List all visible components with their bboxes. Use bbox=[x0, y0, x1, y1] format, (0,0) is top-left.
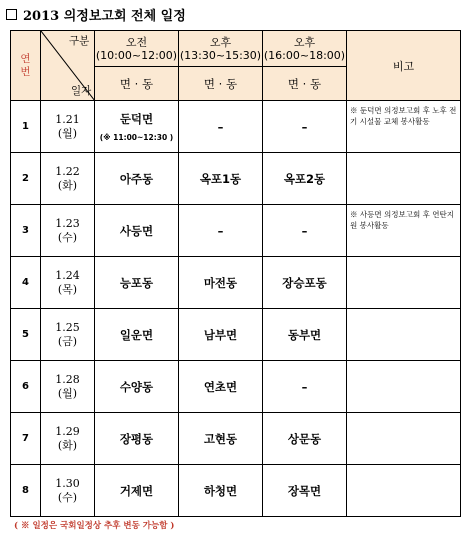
remark bbox=[347, 465, 461, 517]
header-slot-3: 오후 (16:00~18:00) bbox=[263, 31, 347, 67]
header-area-2: 면 · 동 bbox=[179, 67, 263, 101]
table-row: 4 1.24 (목) 능포동 마전동 장승포동 bbox=[11, 257, 461, 309]
table-row: 8 1.30 (수) 거제면 하청면 장목면 bbox=[11, 465, 461, 517]
remark bbox=[347, 257, 461, 309]
header-area-3: 면 · 동 bbox=[263, 67, 347, 101]
place-time-note: (※ 11:00~12:30 ) bbox=[99, 133, 174, 142]
remark bbox=[347, 309, 461, 361]
table-row: 7 1.29 (화) 장평동 고현동 상문동 bbox=[11, 413, 461, 465]
table-row: 6 1.28 (월) 수양동 연초면 – bbox=[11, 361, 461, 413]
page-title bbox=[6, 6, 186, 22]
remark: ※ 사등면 의정보고회 후 연탄지원 봉사활동 bbox=[347, 205, 461, 257]
footnote: ( ※ 일정은 국회일정상 추후 변동 가능함 ) bbox=[14, 521, 175, 531]
header-slot-2: 오후 (13:30~15:30) bbox=[179, 31, 263, 67]
header-slot-1: 오전 (10:00~12:00) bbox=[95, 31, 179, 67]
title-text: 2013 의정보고회 전체 일정 bbox=[23, 8, 186, 24]
header-category-date-cell bbox=[41, 31, 95, 101]
header-area-1: 면 · 동 bbox=[95, 67, 179, 101]
remark bbox=[347, 153, 461, 205]
header-remarks: 비고 bbox=[347, 31, 461, 101]
schedule-table bbox=[10, 30, 461, 517]
header-date: 일자 bbox=[71, 85, 92, 97]
remark: ※ 둔덕면 의정보고회 후 노후 전기 시설물 교체 봉사활동 bbox=[347, 101, 461, 153]
header-category: 구분 bbox=[69, 35, 90, 47]
table-row: 1 1.21 (월) 둔덕면 (※ 11:00~12:30 ) – – ※ 둔덕면 의정보고회 후 노후 전기 시설물 교체 봉사활동 bbox=[11, 101, 461, 153]
table-row: 2 1.22 (화) 아주동 옥포1동 옥포2동 bbox=[11, 153, 461, 205]
table-row: 5 1.25 (금) 일운면 남부면 동부면 bbox=[11, 309, 461, 361]
header-number: 연번 bbox=[20, 52, 31, 78]
header-number-cell bbox=[11, 31, 41, 101]
remark bbox=[347, 413, 461, 465]
table-row: 3 1.23 (수) 사등면 – – ※ 사등면 의정보고회 후 연탄지원 봉사활동 bbox=[11, 205, 461, 257]
place-name: 둔덕면 bbox=[119, 112, 154, 126]
remark bbox=[347, 361, 461, 413]
checkbox-icon bbox=[6, 9, 17, 20]
